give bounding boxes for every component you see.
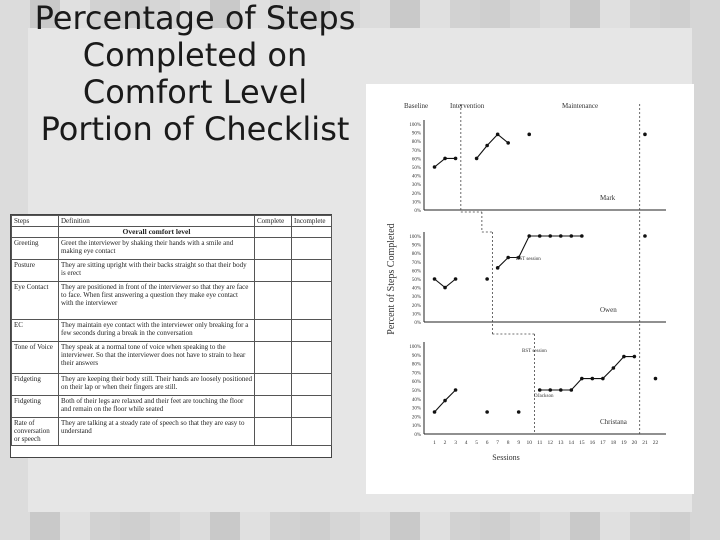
row-step: Rate of conversation or speech	[12, 418, 59, 446]
x-tick-label: 4	[464, 440, 468, 446]
background-tile	[690, 120, 720, 150]
background-tile	[690, 330, 720, 360]
x-tick-label: 14	[568, 440, 575, 446]
background-tile	[480, 510, 510, 540]
background-tile	[390, 510, 420, 540]
x-tick-label: 10	[526, 440, 532, 446]
data-point	[548, 234, 552, 238]
complete-cell[interactable]	[255, 418, 292, 446]
background-tile	[540, 510, 570, 540]
table-row	[12, 282, 332, 320]
background-tile	[300, 510, 330, 540]
y-tick-label: 80%	[411, 362, 421, 368]
annotation-label: DJackson	[534, 394, 554, 399]
background-tile	[690, 150, 720, 180]
row-step: Greeting	[12, 238, 59, 260]
blank-cell	[292, 227, 332, 238]
x-tick-label: 22	[652, 440, 659, 446]
data-point	[443, 286, 447, 290]
background-tile	[630, 0, 660, 30]
row-definition: They are positioned in front of the interviewer so that they are face to face. When first answering a question they make eye contact with the interviewer	[59, 282, 255, 320]
y-tick-label: 10%	[411, 200, 421, 206]
chart-svg	[366, 84, 694, 494]
incomplete-cell[interactable]	[292, 396, 332, 418]
background-tile	[690, 510, 720, 540]
complete-cell[interactable]	[255, 342, 292, 374]
row-step: Eye Contact	[12, 282, 59, 320]
y-tick-label: 90%	[411, 353, 421, 359]
complete-cell[interactable]	[255, 238, 292, 260]
table-row	[12, 396, 332, 418]
data-point	[622, 355, 626, 359]
y-tick-label: 20%	[411, 415, 421, 421]
x-tick-label: 19	[621, 440, 627, 446]
data-point	[591, 377, 595, 381]
incomplete-cell[interactable]	[292, 320, 332, 342]
data-point	[538, 234, 542, 238]
row-step: Fidgeting	[12, 396, 59, 418]
complete-cell[interactable]	[255, 320, 292, 342]
background-tile	[180, 510, 210, 540]
series-line	[540, 357, 635, 390]
table-row	[12, 418, 332, 446]
complete-cell[interactable]	[255, 260, 292, 282]
col-header-complete: Complete	[255, 216, 292, 227]
data-point	[496, 266, 500, 270]
background-tile	[90, 510, 120, 540]
data-point	[580, 377, 584, 381]
row-definition: They maintain eye contact with the interviewer only breaking for a few seconds during a break in the conversation	[59, 320, 255, 342]
data-point	[454, 388, 458, 392]
data-point	[527, 234, 531, 238]
background-tile	[690, 450, 720, 480]
data-point	[443, 399, 447, 403]
series-line	[498, 236, 582, 268]
y-tick-label: 70%	[411, 371, 421, 377]
data-point	[475, 157, 479, 161]
background-tile	[690, 300, 720, 330]
y-tick-label: 30%	[411, 406, 421, 412]
data-point	[485, 144, 489, 148]
row-definition: Greet the interviewer by shaking their hands with a smile and making eye contact	[59, 238, 255, 260]
y-tick-label: 30%	[411, 295, 421, 301]
data-point	[485, 410, 489, 414]
background-tile	[450, 510, 480, 540]
data-point	[517, 410, 521, 414]
x-tick-label: 20	[631, 440, 638, 446]
row-definition: They are sitting upright with their backs straight so that their body is erect	[59, 260, 255, 282]
complete-cell[interactable]	[255, 374, 292, 396]
data-point	[559, 234, 563, 238]
y-tick-label: 90%	[411, 131, 421, 137]
background-tile	[690, 210, 720, 240]
y-tick-label: 70%	[411, 148, 421, 154]
y-tick-label: 100%	[409, 123, 421, 128]
background-tile	[30, 510, 60, 540]
incomplete-cell[interactable]	[292, 418, 332, 446]
y-tick-label: 50%	[411, 389, 421, 394]
data-point	[580, 234, 584, 238]
annotation-label: BST session	[516, 257, 541, 262]
data-point	[485, 277, 489, 281]
row-definition: Both of their legs are relaxed and their feet are touching the floor and remain on the floor while seated	[59, 396, 255, 418]
y-tick-label: 30%	[411, 183, 421, 189]
panel-name: Christana	[600, 418, 627, 426]
data-point	[433, 165, 437, 169]
background-tile	[690, 90, 720, 120]
row-definition: They are keeping their body still. Their hands are loosely positioned on their lap or when their fingers are still.	[59, 374, 255, 396]
y-tick-label: 0%	[414, 321, 421, 326]
checklist-subheader-row	[12, 227, 332, 238]
data-point	[443, 157, 447, 161]
row-step: Posture	[12, 260, 59, 282]
y-tick-label: 80%	[411, 140, 421, 146]
y-tick-label: 40%	[411, 397, 421, 403]
data-point	[496, 133, 500, 137]
data-point	[643, 234, 647, 238]
y-tick-label: 70%	[411, 260, 421, 266]
background-tile	[690, 0, 720, 30]
background-tile	[570, 510, 600, 540]
data-point	[506, 141, 510, 145]
background-tile	[510, 0, 540, 30]
table-row	[12, 260, 332, 282]
incomplete-cell[interactable]	[292, 374, 332, 396]
data-point	[454, 277, 458, 281]
x-tick-label: 5	[475, 440, 478, 446]
table-row	[12, 238, 332, 260]
x-tick-label: 7	[496, 440, 500, 446]
title-line-1: Percentage of Steps	[34, 0, 356, 37]
col-header-incomplete: Incomplete	[292, 216, 332, 227]
background-tile	[600, 0, 630, 30]
y-tick-label: 90%	[411, 243, 421, 249]
y-tick-label: 10%	[411, 312, 421, 318]
background-tile	[60, 510, 90, 540]
multiple-baseline-figure	[366, 84, 694, 494]
incomplete-cell[interactable]	[292, 282, 332, 320]
x-tick-label: 6	[485, 440, 489, 446]
background-tile	[150, 510, 180, 540]
x-tick-label: 18	[610, 440, 617, 446]
y-tick-label: 100%	[409, 345, 421, 350]
x-tick-label: 15	[579, 440, 585, 446]
panel-name: Owen	[600, 306, 617, 314]
data-point	[454, 157, 458, 161]
y-tick-label: 0%	[414, 433, 421, 438]
y-tick-label: 50%	[411, 166, 421, 171]
data-point	[643, 133, 647, 137]
y-tick-label: 0%	[414, 209, 421, 214]
x-tick-label: 13	[558, 440, 564, 446]
incomplete-cell[interactable]	[292, 260, 332, 282]
y-tick-label: 20%	[411, 303, 421, 309]
background-tile	[420, 510, 450, 540]
row-definition: They are talking at a steady rate of speech so that they are easy to understand	[59, 418, 255, 446]
background-tile	[630, 510, 660, 540]
y-tick-label: 40%	[411, 174, 421, 180]
slide-title	[10, 0, 380, 148]
checklist-subheader: Overall comfort level	[59, 227, 255, 238]
background-tile	[360, 510, 390, 540]
x-tick-label: 21	[642, 440, 648, 446]
background-tile	[120, 510, 150, 540]
phase-label: Intervention	[450, 102, 485, 110]
y-tick-label: 10%	[411, 424, 421, 430]
x-axis-label: Sessions	[492, 453, 520, 462]
data-point	[633, 355, 637, 359]
data-point	[570, 388, 574, 392]
background-tile	[600, 510, 630, 540]
background-tile	[690, 270, 720, 300]
background-tile	[690, 180, 720, 210]
x-tick-label: 11	[537, 440, 543, 446]
y-tick-label: 40%	[411, 286, 421, 292]
phase-label: Maintenance	[562, 102, 599, 110]
row-step: Fidgeting	[12, 374, 59, 396]
y-tick-label: 80%	[411, 252, 421, 258]
background-tile	[570, 0, 600, 30]
title-line-4: Portion of Checklist	[40, 110, 350, 148]
table-row	[12, 342, 332, 374]
y-tick-label: 60%	[411, 380, 421, 386]
background-tile	[240, 510, 270, 540]
complete-cell[interactable]	[255, 396, 292, 418]
background-tile	[0, 510, 30, 540]
data-point	[559, 388, 563, 392]
y-tick-label: 50%	[411, 278, 421, 283]
y-tick-label: 60%	[411, 269, 421, 275]
data-point	[612, 366, 616, 370]
background-tile	[420, 0, 450, 30]
background-tile	[690, 30, 720, 60]
background-tile	[660, 0, 690, 30]
x-tick-label: 1	[433, 440, 436, 446]
data-point	[654, 377, 658, 381]
background-tile	[510, 510, 540, 540]
background-tile	[690, 480, 720, 510]
background-tile	[660, 510, 690, 540]
x-tick-label: 8	[506, 440, 510, 446]
col-header-definition: Definition	[59, 216, 255, 227]
background-tile	[540, 0, 570, 30]
x-tick-label: 17	[600, 440, 606, 446]
series-line	[477, 134, 509, 158]
x-tick-label: 12	[547, 440, 554, 446]
x-tick-label: 3	[454, 440, 457, 446]
background-tile	[690, 60, 720, 90]
checklist-header-row	[12, 216, 332, 227]
background-tile	[270, 510, 300, 540]
blank-cell	[255, 227, 292, 238]
x-tick-label: 9	[517, 440, 521, 446]
background-tile	[330, 510, 360, 540]
table-row	[12, 374, 332, 396]
y-tick-label: 20%	[411, 191, 421, 197]
y-tick-label: 60%	[411, 157, 421, 163]
data-point	[433, 410, 437, 414]
panel-name: Mark	[600, 194, 616, 202]
background-tile	[690, 360, 720, 390]
y-axis-label: Percent of Steps Completed	[386, 223, 397, 335]
data-point	[527, 133, 531, 137]
table-row	[12, 320, 332, 342]
complete-cell[interactable]	[255, 282, 292, 320]
background-tile	[390, 0, 420, 30]
x-tick-label: 16	[589, 440, 596, 446]
annotation-label: BST session	[522, 349, 547, 354]
y-tick-label: 100%	[409, 235, 421, 240]
background-tile	[690, 390, 720, 420]
data-point	[433, 277, 437, 281]
x-tick-label: 2	[443, 440, 447, 446]
background-tile	[450, 0, 480, 30]
data-point	[601, 377, 605, 381]
blank-cell	[12, 227, 59, 238]
title-line-3: Comfort Level	[82, 73, 308, 111]
background-tile	[0, 180, 30, 210]
row-step: EC	[12, 320, 59, 342]
background-tile	[210, 510, 240, 540]
data-point	[538, 388, 542, 392]
row-step: Tone of Voice	[12, 342, 59, 374]
title-line-2: Completed on	[82, 36, 308, 74]
row-definition: They speak at a normal tone of voice when speaking to the interviewer. So that the interviewer does not have to strain to hear their answers	[59, 342, 255, 374]
background-tile	[0, 480, 30, 510]
checklist-table	[11, 215, 332, 446]
data-point	[506, 256, 510, 260]
data-point	[548, 388, 552, 392]
background-tile	[0, 150, 30, 180]
incomplete-cell[interactable]	[292, 238, 332, 260]
data-point	[570, 234, 574, 238]
background-tile	[690, 420, 720, 450]
incomplete-cell[interactable]	[292, 342, 332, 374]
col-header-steps: Steps	[12, 216, 59, 227]
phase-label: Baseline	[404, 102, 429, 110]
background-tile	[690, 240, 720, 270]
background-tile	[480, 0, 510, 30]
comfort-checklist	[10, 214, 332, 458]
